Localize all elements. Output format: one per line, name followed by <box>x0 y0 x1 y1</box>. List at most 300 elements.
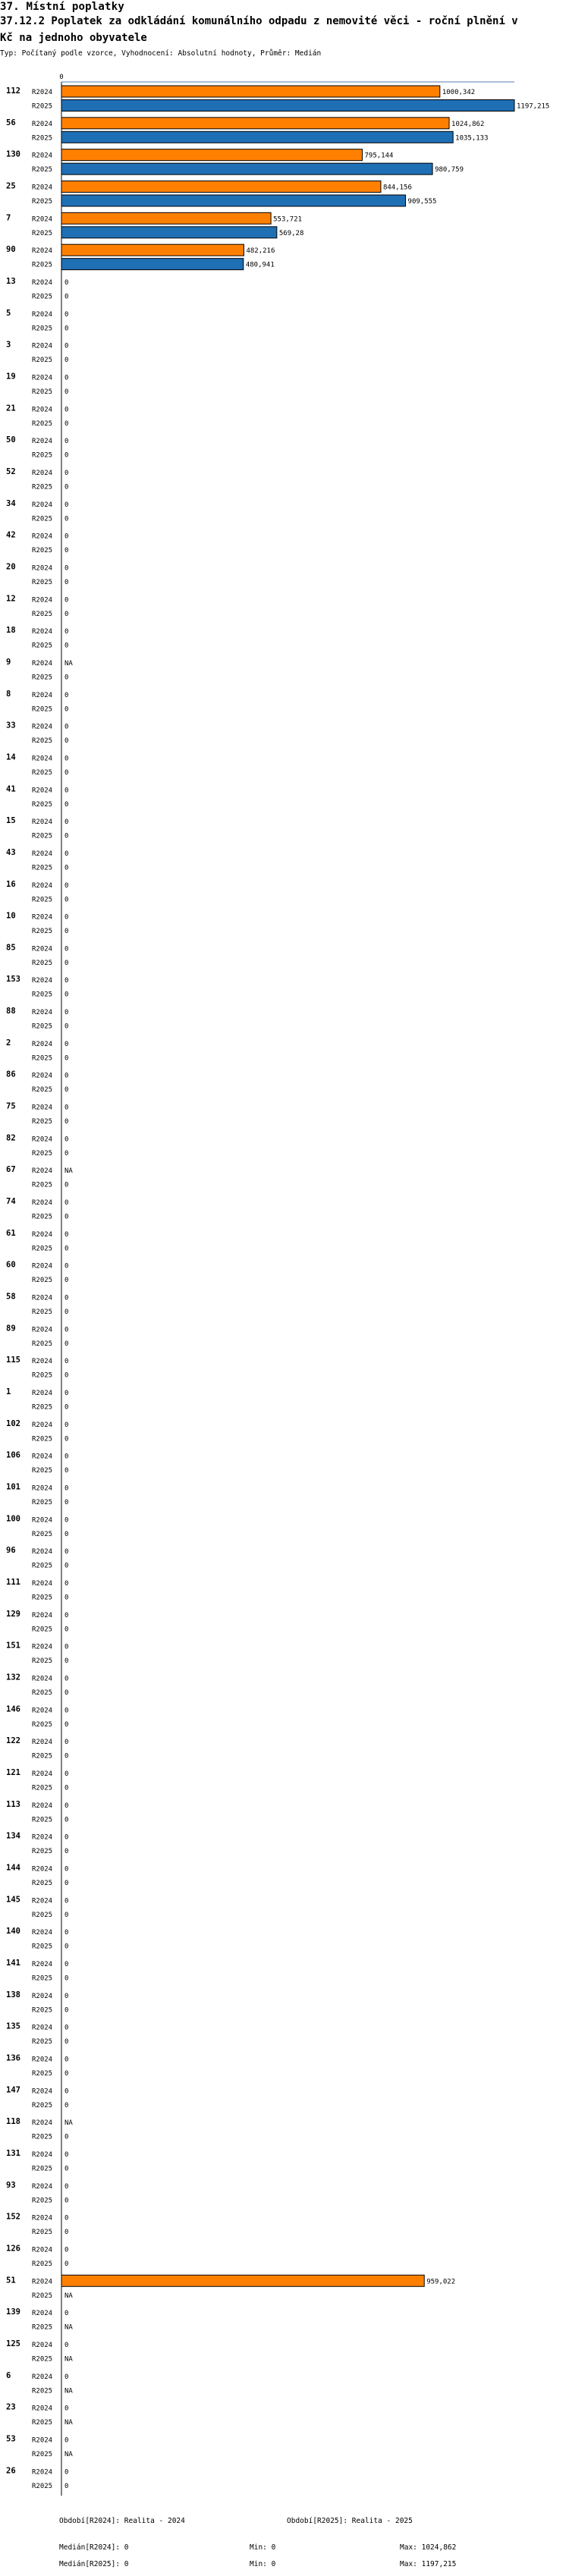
series-label: R2025 <box>32 674 53 682</box>
group-label: 146 <box>6 1704 20 1714</box>
value-label: 0 <box>64 1848 69 1856</box>
group-label: 42 <box>6 530 16 540</box>
bar-r2025 <box>61 259 244 270</box>
value-label: 959,022 <box>426 2278 456 2286</box>
group-label: 1 <box>6 1387 11 1397</box>
value-label: 0 <box>64 2006 69 2015</box>
series-label: R2025 <box>32 2101 53 2109</box>
series-label: R2024 <box>32 913 53 922</box>
series-label: R2025 <box>32 1720 53 1729</box>
series-label: R2024 <box>32 659 53 668</box>
value-label: NA <box>64 659 73 668</box>
group-label: 53 <box>6 2434 16 2444</box>
series-label: R2025 <box>32 1657 53 1666</box>
value-label: NA <box>64 2119 73 2128</box>
series-label: R2025 <box>32 2006 53 2015</box>
series-label: R2025 <box>32 1023 53 1031</box>
value-label: 0 <box>64 501 69 509</box>
series-label: R2024 <box>32 501 53 509</box>
group-label: 145 <box>6 1895 20 1905</box>
series-label: R2024 <box>32 1833 53 1842</box>
series-label: R2024 <box>32 977 53 985</box>
bar-r2024 <box>61 2275 424 2286</box>
chart-meta: Typ: Počítaný podle vzorce, Vyhodnocení: Absolutní hodnoty, Průměr: Medián <box>0 49 322 58</box>
series-label: R2024 <box>32 1453 53 1461</box>
group-label: 102 <box>6 1418 20 1428</box>
value-label: 0 <box>64 2197 69 2205</box>
group-label: 43 <box>6 847 16 857</box>
group-label: 141 <box>6 1958 20 1968</box>
series-label: R2024 <box>32 2246 53 2254</box>
series-label: R2025 <box>32 1371 53 1380</box>
series-label: R2024 <box>32 1548 53 1557</box>
value-label: 0 <box>64 1340 69 1348</box>
series-label: R2025 <box>32 1784 53 1792</box>
series-label: R2024 <box>32 1675 53 1683</box>
value-label: NA <box>64 2450 73 2458</box>
value-label: 0 <box>64 469 69 477</box>
series-label: R2024 <box>32 438 53 446</box>
value-label: 0 <box>64 325 69 333</box>
series-label: R2025 <box>32 1086 53 1095</box>
series-label: R2025 <box>32 864 53 872</box>
value-label: 0 <box>64 1294 69 1302</box>
value-label: NA <box>64 2323 73 2332</box>
value-label: 0 <box>64 1326 69 1334</box>
value-label: 0 <box>64 1453 69 1461</box>
value-label: 0 <box>64 1245 69 1253</box>
value-label: 844,156 <box>382 184 412 192</box>
value-label: 0 <box>64 1277 69 1285</box>
value-label: 0 <box>64 913 69 922</box>
group-label: 153 <box>6 975 20 985</box>
group-label: 6 <box>6 2370 11 2380</box>
group-label: 131 <box>6 2148 20 2158</box>
series-label: R2025 <box>32 1213 53 1221</box>
value-label: 0 <box>64 2069 69 2078</box>
series-label: R2024 <box>32 2214 53 2223</box>
value-label: 0 <box>64 1308 69 1317</box>
value-label: 0 <box>64 2405 69 2413</box>
series-label: R2025 <box>32 2038 53 2047</box>
value-label: 0 <box>64 1149 69 1158</box>
value-label: 0 <box>64 864 69 872</box>
series-label: R2024 <box>32 1390 53 1398</box>
value-label: 0 <box>64 2165 69 2173</box>
value-label: 0 <box>64 850 69 858</box>
value-label: 0 <box>64 2024 69 2032</box>
series-label: R2025 <box>32 1499 53 1507</box>
group-label: 125 <box>6 2339 20 2348</box>
bar-r2025 <box>61 195 406 206</box>
group-label: 86 <box>6 1070 16 1079</box>
group-label: 90 <box>6 245 16 255</box>
series-label: R2025 <box>32 1626 53 1634</box>
series-label: R2025 <box>32 1752 53 1761</box>
value-label: 0 <box>64 1009 69 1017</box>
value-label: 0 <box>64 547 69 555</box>
series-label: R2025 <box>32 1594 53 1602</box>
group-label: 34 <box>6 498 16 508</box>
series-label: R2025 <box>32 1277 53 1285</box>
group-label: 18 <box>6 626 16 636</box>
series-label: R2025 <box>32 419 53 428</box>
series-label: R2024 <box>32 1897 53 1905</box>
series-label: R2024 <box>32 1929 53 1937</box>
footer-median-r2025: Medián[R2025]: 0 <box>59 2560 129 2568</box>
series-label: R2024 <box>32 1739 53 1747</box>
series-label: R2025 <box>32 1149 53 1158</box>
value-label: 0 <box>64 959 69 967</box>
series-label: R2025 <box>32 642 53 650</box>
series-label: R2024 <box>32 469 53 477</box>
series-label: R2024 <box>32 1262 53 1271</box>
value-label: 0 <box>64 1626 69 1634</box>
group-label: 140 <box>6 1927 20 1937</box>
value-label: 0 <box>64 1562 69 1570</box>
series-label: R2025 <box>32 229 53 237</box>
series-label: R2024 <box>32 184 53 192</box>
series-label: R2025 <box>32 768 53 777</box>
series-label: R2024 <box>32 374 53 382</box>
series-label: R2025 <box>32 610 53 618</box>
value-label: 0 <box>64 1230 69 1239</box>
value-label: 0 <box>64 2341 69 2349</box>
value-label: 0 <box>64 1720 69 1729</box>
value-label: 569,28 <box>278 229 304 237</box>
group-label: 56 <box>6 118 16 127</box>
series-label: R2024 <box>32 2468 53 2477</box>
group-label: 139 <box>6 2307 20 2317</box>
value-label: 0 <box>64 1689 69 1697</box>
series-label: R2025 <box>32 197 53 206</box>
series-label: R2025 <box>32 388 53 396</box>
value-label: 0 <box>64 787 69 795</box>
series-label: R2025 <box>32 2197 53 2205</box>
series-label: R2024 <box>32 1643 53 1651</box>
value-label: 0 <box>64 2056 69 2064</box>
value-label: 480,941 <box>245 261 275 269</box>
group-label: 135 <box>6 2022 20 2031</box>
series-label: R2025 <box>32 1467 53 1475</box>
group-label: 16 <box>6 879 16 889</box>
group-label: 51 <box>6 2276 16 2285</box>
series-label: R2024 <box>32 2373 53 2381</box>
group-label: 132 <box>6 1673 20 1682</box>
group-label: 152 <box>6 2212 20 2222</box>
series-label: R2024 <box>32 1358 53 1366</box>
value-label: 1000,342 <box>442 89 476 96</box>
series-label: R2024 <box>32 89 53 96</box>
footer-median-r2024: Medián[R2024]: 0 <box>59 2543 129 2552</box>
group-label: 75 <box>6 1101 16 1111</box>
series-label: R2025 <box>32 1118 53 1126</box>
axis-zero-label: 0 <box>59 74 64 81</box>
series-label: R2024 <box>32 945 53 953</box>
series-label: R2025 <box>32 2355 53 2364</box>
series-label: R2024 <box>32 406 53 414</box>
value-label: 0 <box>64 1611 69 1619</box>
series-label: R2024 <box>32 215 53 224</box>
value-label: 0 <box>64 1657 69 1666</box>
value-label: 0 <box>64 723 69 731</box>
group-label: 15 <box>6 816 16 826</box>
value-label: 0 <box>64 1675 69 1683</box>
value-label: 0 <box>64 610 69 618</box>
series-label: R2025 <box>32 2292 53 2300</box>
group-label: 10 <box>6 911 16 921</box>
group-label: 151 <box>6 1641 20 1651</box>
value-label: 0 <box>64 1992 69 2000</box>
value-label: 0 <box>64 2182 69 2191</box>
group-label: 85 <box>6 943 16 953</box>
value-label: 0 <box>64 832 69 840</box>
value-label: 0 <box>64 1960 69 1968</box>
value-label: 0 <box>64 2310 69 2318</box>
series-label: R2024 <box>32 1040 53 1048</box>
value-label: 0 <box>64 1643 69 1651</box>
group-label: 13 <box>6 276 16 286</box>
value-label: 0 <box>64 1181 69 1189</box>
value-label: 0 <box>64 1262 69 1271</box>
value-label: NA <box>64 2419 73 2427</box>
value-label: 0 <box>64 1784 69 1792</box>
chart-title-line2: Kč na jednoho obyvatele <box>0 32 147 44</box>
series-label: R2024 <box>32 723 53 731</box>
series-label: R2024 <box>32 1230 53 1239</box>
value-label: 0 <box>64 642 69 650</box>
footer-period-r2024: Období[R2024]: Realita - 2024 <box>59 2517 185 2525</box>
value-label: 0 <box>64 1752 69 1761</box>
series-label: R2025 <box>32 1943 53 1951</box>
series-label: R2025 <box>32 1911 53 1919</box>
group-label: 115 <box>6 1356 20 1365</box>
value-label: 0 <box>64 1054 69 1063</box>
value-label: 0 <box>64 1516 69 1525</box>
value-label: NA <box>64 2355 73 2364</box>
series-label: R2024 <box>32 2056 53 2064</box>
bar-r2025 <box>61 227 277 238</box>
group-label: 8 <box>6 689 11 699</box>
value-label: 0 <box>64 564 69 573</box>
series-label: R2025 <box>32 2260 53 2268</box>
series-label: R2025 <box>32 1308 53 1317</box>
section-title: 37. Místní poplatky <box>0 1 124 13</box>
group-label: 111 <box>6 1578 20 1588</box>
group-label: 88 <box>6 1007 16 1016</box>
series-label: R2024 <box>32 2150 53 2159</box>
group-label: 93 <box>6 2180 16 2190</box>
value-label: 0 <box>64 1484 69 1493</box>
series-label: R2024 <box>32 881 53 890</box>
group-label: 60 <box>6 1260 16 1270</box>
value-label: 482,216 <box>246 247 275 256</box>
value-label: 795,144 <box>364 152 394 160</box>
group-label: 96 <box>6 1546 16 1556</box>
series-label: R2025 <box>32 1562 53 1570</box>
group-label: 138 <box>6 1990 20 2000</box>
group-label: 106 <box>6 1450 20 1460</box>
series-label: R2024 <box>32 247 53 256</box>
series-label: R2024 <box>32 1072 53 1080</box>
value-label: 0 <box>64 1548 69 1557</box>
value-label: 0 <box>64 578 69 586</box>
value-label: 0 <box>64 768 69 777</box>
value-label: 0 <box>64 1104 69 1112</box>
group-label: 89 <box>6 1324 16 1334</box>
series-label: R2024 <box>32 1707 53 1715</box>
series-label: R2024 <box>32 2024 53 2032</box>
group-label: 144 <box>6 1863 20 1873</box>
group-label: 121 <box>6 1767 20 1777</box>
series-label: R2024 <box>32 532 53 541</box>
series-label: R2025 <box>32 261 53 269</box>
value-label: 0 <box>64 1580 69 1588</box>
series-label: R2025 <box>32 451 53 460</box>
value-label: NA <box>64 2387 73 2395</box>
series-label: R2025 <box>32 483 53 492</box>
group-label: 23 <box>6 2402 16 2412</box>
group-label: 130 <box>6 149 20 159</box>
series-label: R2024 <box>32 1516 53 1525</box>
series-label: R2024 <box>32 310 53 319</box>
series-label: R2025 <box>32 1848 53 1856</box>
group-label: 58 <box>6 1292 16 1302</box>
value-label: 0 <box>64 1770 69 1778</box>
value-label: 0 <box>64 2246 69 2254</box>
value-label: 0 <box>64 1072 69 1080</box>
series-label: R2024 <box>32 2088 53 2096</box>
value-label: 0 <box>64 705 69 714</box>
group-label: 25 <box>6 181 16 191</box>
series-label: R2025 <box>32 1245 53 1253</box>
value-label: 0 <box>64 1943 69 1951</box>
series-label: R2024 <box>32 1136 53 1144</box>
value-label: 0 <box>64 2101 69 2109</box>
series-label: R2025 <box>32 896 53 904</box>
series-label: R2025 <box>32 2450 53 2458</box>
value-label: 0 <box>64 1739 69 1747</box>
group-label: 82 <box>6 1133 16 1143</box>
group-label: 9 <box>6 657 11 667</box>
group-label: 122 <box>6 1736 20 1746</box>
series-label: R2024 <box>32 1580 53 1588</box>
group-label: 26 <box>6 2466 16 2476</box>
series-label: R2024 <box>32 755 53 763</box>
group-label: 21 <box>6 404 16 413</box>
value-label: 0 <box>64 1530 69 1538</box>
series-label: R2025 <box>32 102 53 111</box>
group-label: 20 <box>6 562 16 572</box>
value-label: 0 <box>64 1929 69 1937</box>
value-label: 0 <box>64 483 69 492</box>
series-label: R2025 <box>32 705 53 714</box>
series-label: R2025 <box>32 2387 53 2395</box>
bar-r2025 <box>61 163 432 174</box>
series-label: R2024 <box>32 1992 53 2000</box>
bar-r2025 <box>61 131 453 143</box>
value-label: 0 <box>64 1707 69 1715</box>
value-label: 0 <box>64 2133 69 2141</box>
value-label: 0 <box>64 1802 69 1810</box>
series-label: R2025 <box>32 800 53 809</box>
series-label: R2024 <box>32 1104 53 1112</box>
group-label: 2 <box>6 1038 11 1048</box>
footer-min-r2024: Min: 0 <box>250 2543 276 2552</box>
value-label: 0 <box>64 310 69 319</box>
series-label: R2025 <box>32 578 53 586</box>
value-label: 0 <box>64 357 69 365</box>
value-label: 0 <box>64 1911 69 1919</box>
value-label: 0 <box>64 1040 69 1048</box>
footer-min-r2025: Min: 0 <box>250 2560 276 2568</box>
value-label: 0 <box>64 1421 69 1429</box>
value-label: 0 <box>64 293 69 301</box>
value-label: 0 <box>64 896 69 904</box>
group-label: 74 <box>6 1197 16 1207</box>
series-label: R2025 <box>32 1340 53 1348</box>
series-label: R2024 <box>32 564 53 573</box>
series-label: R2024 <box>32 1199 53 1208</box>
group-label: 12 <box>6 594 16 604</box>
group-label: 112 <box>6 86 20 96</box>
series-label: R2025 <box>32 134 53 143</box>
value-label: 0 <box>64 691 69 699</box>
series-label: R2024 <box>32 850 53 858</box>
series-label: R2024 <box>32 818 53 827</box>
value-label: NA <box>64 1167 73 1176</box>
series-label: R2024 <box>32 1167 53 1176</box>
series-label: R2024 <box>32 278 53 287</box>
group-label: 33 <box>6 721 16 730</box>
series-label: R2024 <box>32 2278 53 2286</box>
value-label: 0 <box>64 2214 69 2223</box>
value-label: 0 <box>64 1086 69 1095</box>
value-label: 0 <box>64 1136 69 1144</box>
value-label: 0 <box>64 1816 69 1824</box>
series-label: R2025 <box>32 2323 53 2332</box>
group-label: 41 <box>6 784 16 794</box>
series-label: R2024 <box>32 1009 53 1017</box>
value-label: 0 <box>64 818 69 827</box>
value-label: 0 <box>64 1118 69 1126</box>
value-label: 0 <box>64 1358 69 1366</box>
group-label: 61 <box>6 1228 16 1238</box>
group-label: 5 <box>6 308 11 318</box>
value-label: 1197,215 <box>517 102 550 111</box>
value-label: 0 <box>64 374 69 382</box>
value-label: 0 <box>64 1403 69 1412</box>
value-label: 0 <box>64 1213 69 1221</box>
value-label: 0 <box>64 278 69 287</box>
value-label: 0 <box>64 1974 69 1983</box>
series-label: R2025 <box>32 2229 53 2237</box>
value-label: 0 <box>64 438 69 446</box>
value-label: 0 <box>64 800 69 809</box>
series-label: R2025 <box>32 2069 53 2078</box>
group-label: 7 <box>6 213 11 223</box>
group-label: 147 <box>6 2085 20 2095</box>
series-label: R2024 <box>32 1770 53 1778</box>
value-label: 0 <box>64 1467 69 1475</box>
series-label: R2024 <box>32 1802 53 1810</box>
series-label: R2025 <box>32 928 53 936</box>
group-label: 100 <box>6 1514 20 1524</box>
value-label: 0 <box>64 737 69 746</box>
value-label: 0 <box>64 419 69 428</box>
group-label: 101 <box>6 1482 20 1492</box>
value-label: NA <box>64 2292 73 2300</box>
